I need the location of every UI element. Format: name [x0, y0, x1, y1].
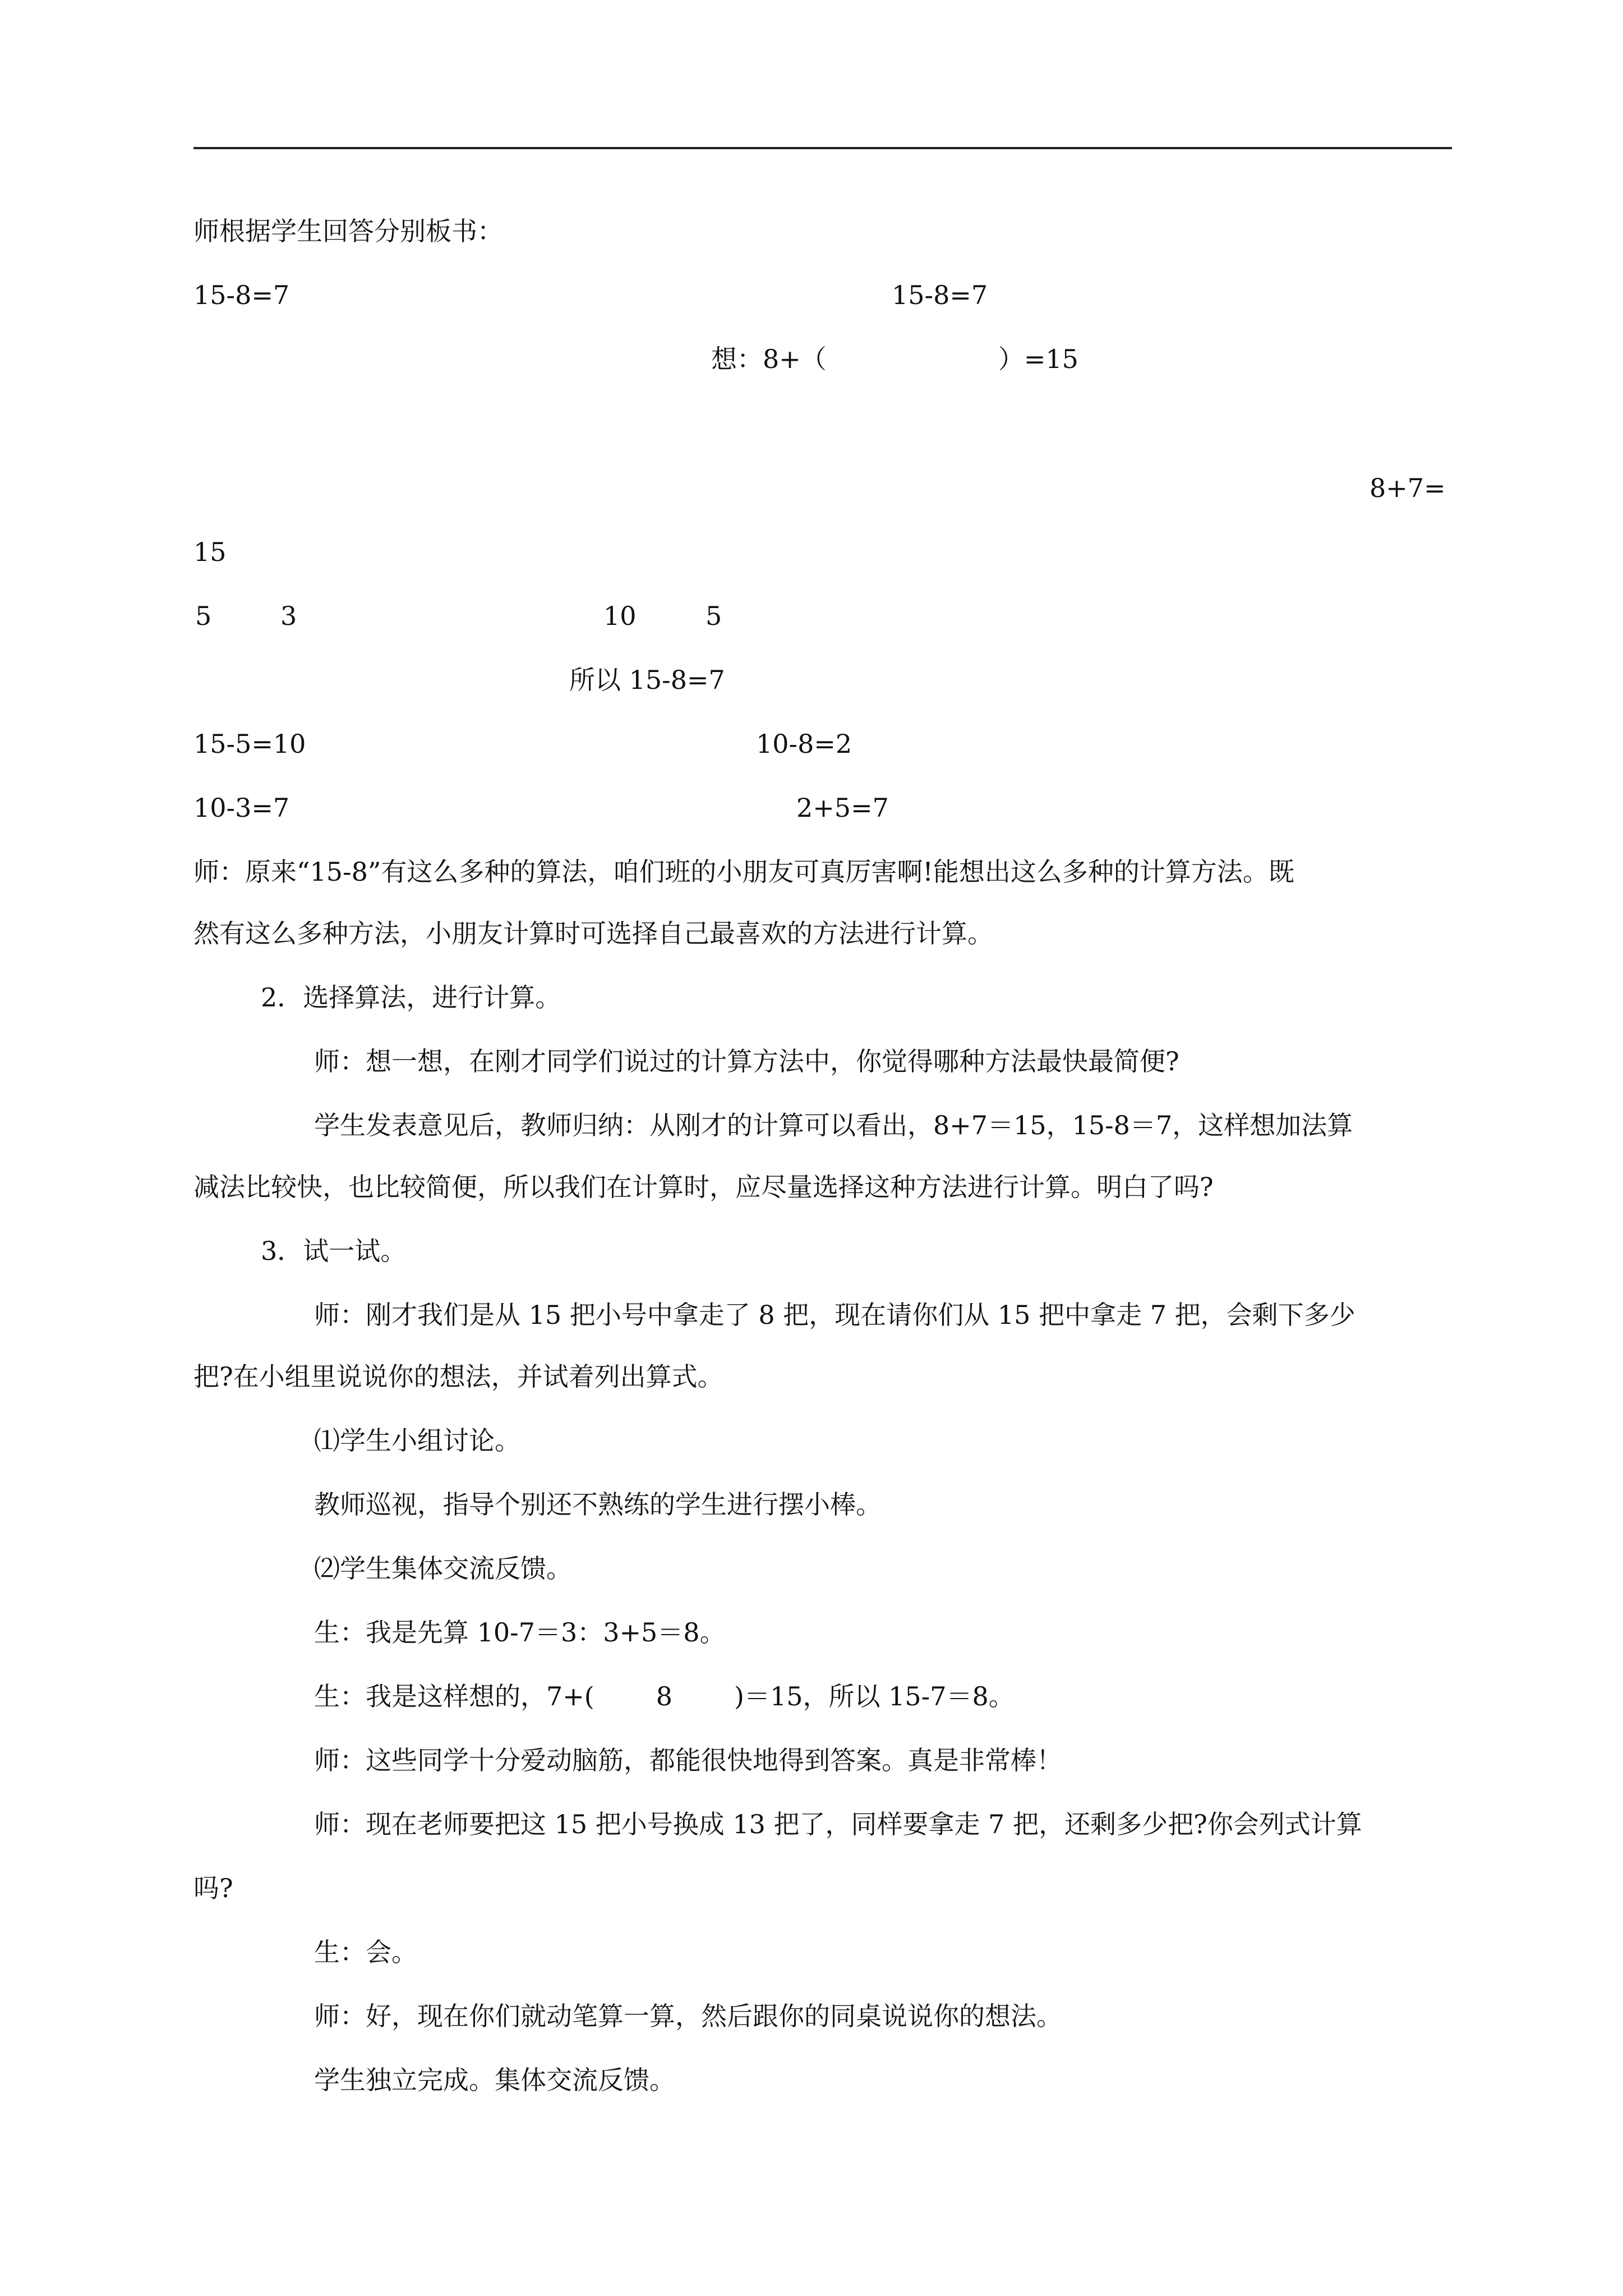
- equation-left: 15-8=7: [193, 280, 290, 310]
- student2-suffix: )＝15，所以 15-7＝8。: [734, 1681, 1015, 1711]
- think-prefix: 想：8+（: [711, 344, 827, 374]
- section3-teacher3: 师：好，现在你们就动笔算一算，然后跟你的同桌说说你的想法。: [314, 2001, 1062, 2031]
- student2-prefix: 生：我是这样想的，7+(: [314, 1681, 594, 1711]
- section3-patrol: 教师巡视，指导个别还不熟练的学生进行摆小棒。: [314, 1489, 882, 1520]
- section3-teacher1-line2: 把?在小组里说说你的想法，并试着列出算式。: [193, 1361, 723, 1392]
- section3-item2: ⑵学生集体交流反馈。: [314, 1553, 572, 1584]
- step-b2: 2+5=7: [796, 793, 889, 823]
- equation-right: 15-8=7: [892, 280, 988, 310]
- section3-teacher2-line1: 师：现在老师要把这 15 把小号换成 13 把了，同样要拿走 7 把，还剩多少把?你会列式计算: [314, 1809, 1362, 1839]
- think-line: [711, 342, 1078, 376]
- section2-teacher-question: 师：想一想，在刚才同学们说过的计算方法中，你觉得哪种方法最快最简便?: [314, 1046, 1179, 1076]
- split-a2: 3: [280, 601, 297, 631]
- so-line: 所以 15-8=7: [569, 665, 725, 695]
- step-a1: 15-5=10: [193, 729, 306, 759]
- section3-item1: ⑴学生小组讨论。: [314, 1425, 520, 1456]
- sum-part2: 15: [193, 537, 227, 567]
- student2-answer: 8: [656, 1681, 673, 1711]
- split-b1: 10: [603, 601, 637, 631]
- section3-teacher2-line2: 吗?: [193, 1873, 233, 1903]
- section3-teacher-praise: 师：这些同学十分爱动脑筋，都能很快地得到答案。真是非常棒！: [314, 1745, 1062, 1775]
- section3-student3: 生：会。: [314, 1937, 417, 1967]
- think-suffix: ）=15: [998, 344, 1078, 374]
- blackboard-intro: 师根据学生回答分别板书：: [193, 216, 503, 246]
- section3-student2: [314, 1680, 1015, 1713]
- section3-closing: 学生独立完成。集体交流反馈。: [314, 2065, 675, 2095]
- header-rule: [193, 147, 1452, 149]
- teacher-summary-line1: 师：原来“15-8”有这么多种的算法，咱们班的小朋友可真厉害啊!能想出这么多种的计算方法。既: [193, 857, 1294, 887]
- teacher-summary-line2: 然有这么多种方法，小朋友计算时可选择自己最喜欢的方法进行计算。: [193, 918, 993, 949]
- section2-conclusion-line2: 减法比较快，也比较简便，所以我们在计算时，应尽量选择这种方法进行计算。明白了吗?: [193, 1172, 1214, 1202]
- section3-teacher1-line1: 师：刚才我们是从 15 把小号中拿走了 8 把，现在请你们从 15 把中拿走 7 把，会剩下多少: [314, 1300, 1355, 1330]
- section3-student1: 生：我是先算 10-7＝3：3+5＝8。: [314, 1617, 726, 1648]
- split-a1: 5: [195, 601, 212, 631]
- step-a2: 10-3=7: [193, 793, 290, 823]
- split-b2: 5: [706, 601, 722, 631]
- step-b1: 10-8=2: [756, 729, 852, 759]
- section3-heading: 3．试一试。: [261, 1236, 407, 1266]
- section2-heading: 2．选择算法，进行计算。: [261, 982, 561, 1013]
- section2-conclusion-line1: 学生发表意见后，教师归纳：从刚才的计算可以看出，8+7＝15，15-8＝7，这样想加法算: [314, 1110, 1353, 1140]
- sum-part1: 8+7=: [1370, 473, 1446, 503]
